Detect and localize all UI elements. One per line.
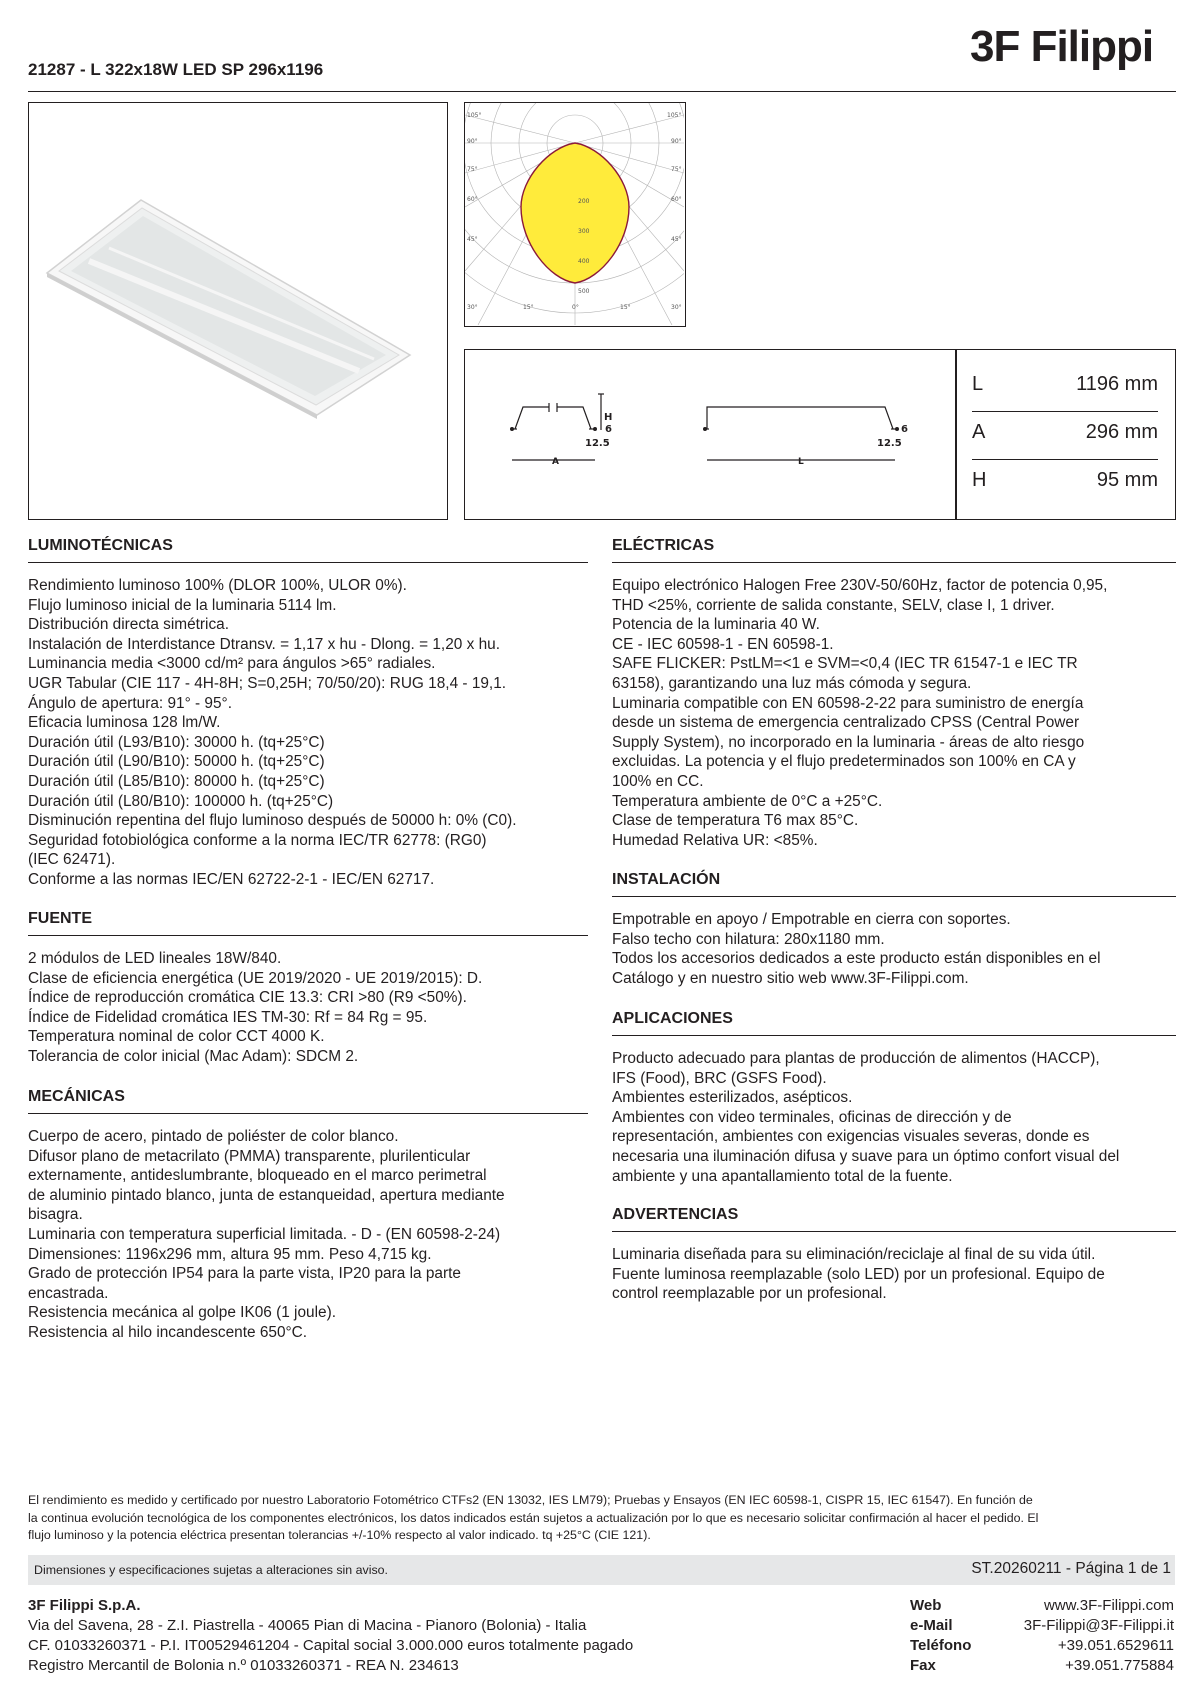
- spec-line: Eficacia luminosa 128 lm/W.: [28, 714, 221, 732]
- footnote-line: flujo luminoso y la potencia eléctrica presentan tolerancias +/-10% respecto al valor indicado. tq +25°C (CIE 121).: [28, 1528, 651, 1542]
- notice-text: Dimensiones y especificaciones sujetas a alteraciones sin aviso.: [34, 1563, 388, 1577]
- polar-label-right-4: 45°: [671, 236, 682, 243]
- spec-line: Producto adecuado para plantas de producción de alimentos (HACCP),: [612, 1050, 1100, 1067]
- drawing-label-125-right: 12.5: [877, 438, 902, 449]
- spec-line: Grado de protección IP54 para la parte vista, IP20 para la parte: [28, 1265, 461, 1283]
- drawing-label-6-left: 6: [605, 424, 612, 435]
- spec-line: Luminaria compatible con EN 60598-2-22 para suministro de energía: [612, 694, 1084, 712]
- spec-line: SAFE FLICKER: PstLM=<1 e SVM=<0,4 (IEC TR 61547-1 e IEC TR: [612, 655, 1078, 673]
- dimension-value: 1196 mm: [1076, 373, 1158, 395]
- spec-line: Empotrable en apoyo / Empotrable en cierra con soportes.: [612, 911, 1011, 928]
- spec-line: UGR Tabular (CIE 117 - 4H-8H; S=0,25H; 70/50/20): RUG 18,4 - 19,1.: [28, 674, 507, 692]
- polar-label-left-5: 30°: [467, 304, 478, 311]
- dimension-divider: [972, 459, 1158, 460]
- contact-row-phone: [910, 1636, 1174, 1656]
- spec-line: Flujo luminoso inicial de la luminaria 5114 lm.: [28, 596, 337, 614]
- spec-line: Conforme a las normas IEC/EN 62722-2-1 - IEC/EN 62717.: [28, 870, 435, 888]
- spec-line: Todos los accesorios dedicados a este producto están disponibles en el: [612, 950, 1101, 968]
- spec-line: Disminución repentina del flujo luminoso después de 50000 h: 0% (C0).: [28, 812, 517, 830]
- spec-line: Índice de Fidelidad cromática IES TM-30: Rf = 84 Rg = 95.: [28, 1008, 428, 1026]
- dimension-row-h: [972, 463, 1158, 511]
- polar-label-radial-3: 500: [578, 288, 590, 295]
- polar-label-left-0: 105°: [467, 112, 482, 119]
- website-link[interactable]: www.3F-Filippi.com: [1043, 1597, 1174, 1614]
- polar-label-right-0: 105°: [667, 112, 682, 119]
- contact-row-fax: [910, 1656, 1174, 1676]
- section-body-instalacion: [612, 910, 1101, 988]
- product-title: 21287 - L 322x18W LED SP 296x1196: [28, 60, 324, 79]
- spec-line: Humedad Relativa UR: <85%.: [612, 831, 818, 849]
- polar-label-right-5: 30°: [671, 304, 682, 311]
- footnote-line: la continua evolución tecnológica de los componentes electrónicos, los datos indicados están sujetos a actualización por lo que es necesario solicitar confirmación al hacer el pedido. El: [28, 1510, 1039, 1525]
- dimension-letter: A: [972, 421, 986, 443]
- polar-label-left-3: 60°: [467, 196, 478, 203]
- dimension-row-l: [972, 367, 1158, 415]
- contact-row-email: [910, 1616, 1174, 1636]
- spec-line: 2 módulos de LED lineales 18W/840.: [28, 950, 282, 967]
- spec-line: Clase de eficiencia energética (UE 2019/2020 - UE 2019/2015): D.: [28, 969, 483, 987]
- spec-line: necesaria una iluminación difusa y suave para un óptimo confort visual del: [612, 1147, 1120, 1165]
- drawing-label-6-right: 6: [901, 424, 908, 435]
- spec-line: Cuerpo de acero, pintado de poliéster de color blanco.: [28, 1128, 399, 1145]
- contact-label: Teléfono: [910, 1637, 972, 1654]
- dimension-letter: H: [972, 469, 987, 491]
- spec-line: Tolerancia de color inicial (Mac Adam): SDCM 2.: [28, 1047, 359, 1065]
- spec-line: Duración útil (L93/B10): 30000 h. (tq+25°C): [28, 733, 325, 751]
- dimension-letter: L: [972, 373, 984, 395]
- spec-line: 100% en CC.: [612, 772, 704, 790]
- footnote-line: El rendimiento es medido y certificado por nuestro Laboratorio Fotométrico CTFs2 (EN 13032, IES LM79); Pruebas y Ensayos (EN IEC 60598-1, CISPR 15, IEC 61547). En función de: [28, 1493, 1033, 1507]
- contact-label: Web: [910, 1597, 942, 1614]
- spec-line: Clase de temperatura T6 max 85°C.: [612, 812, 859, 830]
- spec-line: THD <25%, corriente de salida constante, SELV, clase I, 1 driver.: [612, 596, 1055, 614]
- spec-line: Distribución directa simétrica.: [28, 616, 229, 634]
- dimension-table-divider: [955, 349, 957, 520]
- section-divider: [612, 562, 1176, 563]
- spec-line: ambiente y una apantallamiento total de la fuente.: [612, 1167, 953, 1185]
- company-line: Via del Savena, 28 - Z.I. Piastrella - 40065 Pian di Macina - Pianoro (Bolonia) - Italia: [28, 1617, 587, 1634]
- spec-line: Seguridad fotobiológica conforme a la norma IEC/TR 62778: (RG0): [28, 831, 487, 849]
- contact-label: e-Mail: [910, 1617, 953, 1634]
- company-name: 3F Filippi S.p.A.: [28, 1597, 141, 1614]
- spec-line: Potencia de la luminaria 40 W.: [612, 616, 820, 634]
- drawing-label-a: A: [552, 457, 559, 467]
- spec-line: Falso techo con hilatura: 280x1180 mm.: [612, 930, 885, 948]
- spec-line: Luminaria diseñada para su eliminación/reciclaje al final de su vida útil.: [612, 1246, 1096, 1263]
- contact-row-web: [910, 1596, 1174, 1616]
- spec-line: externamente, antideslumbrante, bloqueado en el marco perimetral: [28, 1167, 487, 1185]
- spec-line: control reemplazable por un profesional.: [612, 1285, 887, 1303]
- section-body-electricas: [612, 576, 1107, 850]
- spec-line: Ambientes esterilizados, asépticos.: [612, 1089, 853, 1107]
- company-info: [28, 1596, 633, 1676]
- section-body-advertencias: [612, 1245, 1105, 1304]
- spec-line: Instalación de Interdistance Dtransv. = 1,17 x hu - Dlong. = 1,20 x hu.: [28, 635, 500, 653]
- fax-number: +39.051.775884: [1065, 1657, 1174, 1674]
- dimension-value: 95 mm: [1096, 469, 1158, 491]
- notice-bar: [28, 1555, 1175, 1585]
- footnote: [28, 1492, 1178, 1545]
- spec-line: excluidas. La potencia y el flujo predeterminados son 100% en CA y: [612, 753, 1076, 771]
- polar-label-right-2: 75°: [671, 166, 682, 173]
- contact-info: [910, 1596, 1174, 1676]
- dimension-value: 296 mm: [1085, 421, 1158, 443]
- section-body-fuente: [28, 949, 482, 1067]
- spec-line: desde un sistema de emergencia centralizado CPSS (Central Power: [612, 714, 1080, 732]
- spec-line: Temperatura ambiente de 0°C a +25°C.: [612, 792, 883, 810]
- polar-label-right-1: 90°: [671, 138, 682, 145]
- dimension-row-a: [972, 415, 1158, 463]
- section-divider: [28, 1113, 588, 1114]
- section-body-aplicaciones: [612, 1049, 1119, 1186]
- polar-curve: [521, 143, 629, 283]
- spec-line: Duración útil (L80/B10): 100000 h. (tq+25°C): [28, 792, 334, 810]
- section-title-instalacion: INSTALACIÓN: [612, 871, 721, 888]
- brand-logo: 3F Filippi: [970, 22, 1154, 71]
- spec-line: 63158), garantizando una luz más cómoda y segura.: [612, 674, 972, 692]
- section-body-mecanicas: [28, 1127, 505, 1343]
- spec-line: Luminancia media <3000 cd/m² para ángulos >65° radiales.: [28, 655, 436, 673]
- contact-label: Fax: [910, 1657, 936, 1674]
- spec-line: Difusor plano de metacrilato (PMMA) transparente, plurilenticular: [28, 1147, 471, 1165]
- polar-label-bottom-2: 15°: [620, 304, 631, 311]
- polar-label-left-2: 75°: [467, 166, 478, 173]
- spec-line: CE - IEC 60598-1 - EN 60598-1.: [612, 635, 834, 653]
- spec-line: IFS (Food), BRC (GSFS Food).: [612, 1069, 827, 1087]
- product-photo-frame: [28, 102, 448, 520]
- spec-line: Catálogo y en nuestro sitio web www.3F-Filippi.com.: [612, 969, 969, 987]
- spec-line: representación, ambientes con exigencias visuales severas, donde es: [612, 1128, 1090, 1146]
- section-title-mecanicas: MECÁNICAS: [28, 1088, 125, 1105]
- polar-label-radial-0: 200: [578, 198, 590, 205]
- drawing-label-h: H: [604, 412, 613, 423]
- section-divider: [612, 896, 1176, 897]
- company-line: CF. 01033260371 - P.I. IT00529461204 - Capital social 3.000.000 euros totalmente pagado: [28, 1637, 634, 1654]
- section-title-luminotecnicas: LUMINOTÉCNICAS: [28, 537, 173, 554]
- section-divider: [28, 562, 588, 563]
- spec-line: Ambientes con video terminales, oficinas de dirección y de: [612, 1108, 1012, 1126]
- spec-line: Luminaria con temperatura superficial limitada. - D - (EN 60598-2-24): [28, 1225, 501, 1243]
- product-photo: [29, 103, 446, 518]
- polar-label-left-4: 45°: [467, 236, 478, 243]
- section-title-aplicaciones: APLICACIONES: [612, 1010, 733, 1027]
- document-code: ST.20260211 - Página 1 de 1: [971, 1560, 1171, 1577]
- drawing-label-l: L: [798, 457, 804, 467]
- spec-line: Índice de reproducción cromática CIE 13.3: CRI >80 (R9 <50%).: [28, 989, 467, 1007]
- spec-line: Supply System), no incorporado en la luminaria - áreas de alto riesgo: [612, 733, 1085, 751]
- spec-line: Resistencia al hilo incandescente 650°C.: [28, 1323, 308, 1341]
- section-divider: [612, 1035, 1176, 1036]
- section-title-electricas: ELÉCTRICAS: [612, 537, 715, 554]
- spec-line: bisagra.: [28, 1206, 83, 1224]
- spec-line: Equipo electrónico Halogen Free 230V-50/60Hz, factor de potencia 0,95,: [612, 577, 1108, 594]
- polar-label-radial-2: 400: [578, 258, 590, 265]
- polar-diagram: [465, 103, 684, 325]
- polar-label-bottom-1: 0°: [572, 304, 579, 311]
- email-link[interactable]: 3F-Filippi@3F-Filippi.it: [1023, 1617, 1174, 1634]
- company-line: Registro Mercantil de Bolonia n.º 01033260371 - REA N. 234613: [28, 1657, 459, 1674]
- polar-label-radial-1: 300: [578, 228, 590, 235]
- section-divider: [28, 935, 588, 936]
- phone-number: +39.051.6529611: [1057, 1637, 1174, 1654]
- spec-line: Dimensiones: 1196x296 mm, altura 95 mm. Peso 4,715 kg.: [28, 1245, 432, 1263]
- spec-line: Duración útil (L85/B10): 80000 h. (tq+25°C): [28, 772, 325, 790]
- drawing-label-125-left: 12.5: [585, 438, 610, 449]
- spec-line: Fuente luminosa reemplazable (solo LED) por un profesional. Equipo de: [612, 1265, 1105, 1283]
- dimension-divider: [972, 411, 1158, 412]
- spec-line: (IEC 62471).: [28, 851, 116, 869]
- spec-line: encastrada.: [28, 1284, 109, 1302]
- spec-line: Resistencia mecánica al golpe IK06 (1 joule).: [28, 1304, 336, 1322]
- section-title-fuente: FUENTE: [28, 910, 92, 927]
- section-title-advertencias: ADVERTENCIAS: [612, 1206, 739, 1223]
- header-divider: [28, 91, 1176, 92]
- section-divider: [612, 1231, 1176, 1232]
- spec-line: Rendimiento luminoso 100% (DLOR 100%, ULOR 0%).: [28, 577, 407, 594]
- section-body-luminotecnicas: [28, 576, 517, 890]
- spec-line: de aluminio pintado blanco, junta de estanqueidad, apertura mediante: [28, 1186, 505, 1204]
- technical-drawing: [465, 350, 955, 518]
- spec-line: Duración útil (L90/B10): 50000 h. (tq+25°C): [28, 753, 325, 771]
- spec-line: Temperatura nominal de color CCT 4000 K.: [28, 1028, 325, 1046]
- polar-label-right-3: 60°: [671, 196, 682, 203]
- spec-line: Ángulo de apertura: 91° - 95°.: [28, 694, 232, 712]
- polar-diagram-frame: [464, 102, 686, 327]
- polar-label-left-1: 90°: [467, 138, 478, 145]
- polar-label-bottom-0: 15°: [523, 304, 534, 311]
